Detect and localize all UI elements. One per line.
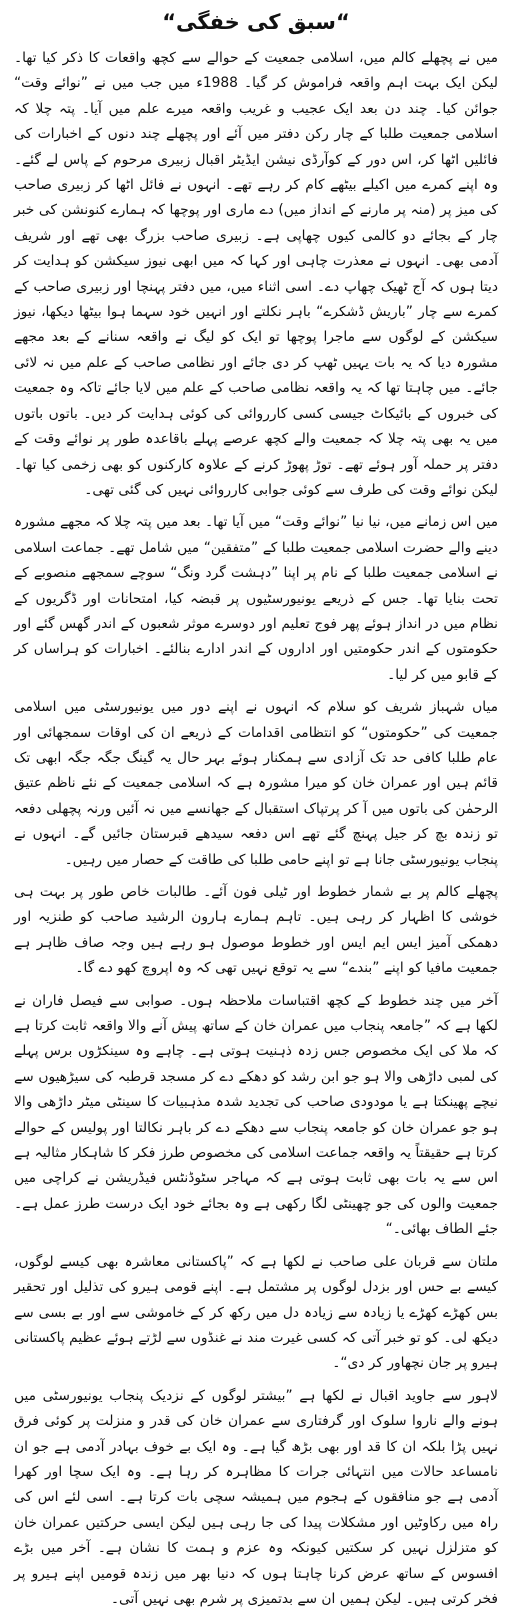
- paragraph-1: میں نے پچھلے کالم میں، اسلامی جمعیت کے حوالے سے کچھ واقعات کا ذکر کیا تھا۔ لیکن ایک بہت اہم واقعہ فراموش کر گیا۔ 1988ء میں جب میں نے ”نوائے وقت“ جوائن کیا۔ چند دن بعد ایک عجیب و غریب واقعہ میرے علم میں آیا۔ پتہ چلا کہ اسلامی جمعیت طلبا کے چار رکن دفتر میں آئے اور پچھلے چند دنوں کے اخبارات کی فائلیں اٹھا کر، اس دور کے کوآرڈی نیشن ایڈیٹر اقبال زبیری مرحوم کے پاس لے گئے۔ وہ اپنے کمرے میں اکیلے بیٹھے کام کر رہے تھے۔ انہوں نے فائل اٹھا کر زبیری صاحب کی میز پر (منہ پر مارنے کے انداز میں) دے ماری اور پوچھا کہ ہمارے کنونشن کی خبر چار کے بجائے دو کالمی کیوں چھاپی ہے۔ زبیری صاحب بزرگ بھی تھے اور شریف آدمی بھی۔ انہوں نے معذرت چاہی اور کہا کہ میں ابھی نیوز سیکشن کو ہدایت کر دیتا ہوں کہ آج ٹھیک چھاپ دے۔ اسی اثناء میں، میں دفتر پہنچا اور زبیری صاحب کے کمرے سے چار ”باریش ڈشکرے“ باہر نکلتے اور انہیں خود سہما ہوا بیٹھا دیکھا، نیوز سیکشن کے لوگوں سے ماجرا پوچھا تو ایک کو لیگ نے واقعہ سنانے کے بعد مجھے مشورہ دیا کہ یہ بات یہیں ٹھپ کر دی جائے اور نظامی صاحب کے علم میں نہ لائی جائے۔ میں چاہتا تھا کہ یہ واقعہ نظامی صاحب کے علم میں لایا جائے تاکہ وہ جمعیت کی خبروں کے بائیکاٹ جیسی کسی کارروائی کی کوئی ہدایت کر دیں۔ باتوں باتوں میں یہ بھی پتہ چلا کہ جمعیت والے کچھ عرصے پہلے باقاعدہ طور پر نوائے وقت کے دفتر پر حملہ آور ہوئے تھے۔ توڑ پھوڑ کرنے کے علاوہ کارکنوں کو بھی زخمی کیا تھا۔ لیکن نوائے وقت کی طرف سے کوئی جوابی کارروائی نہیں کی گئی تھی۔: [14, 50, 498, 498]
- paragraph-4: پچھلے کالم پر بے شمار خطوط اور ٹیلی فون آئے۔ طالبات خاص طور پر بہت ہی خوشی کا اظہار کر رہی ہیں۔ تاہم ہمارے ہارون الرشید صاحب کو طنزیہ اور دھمکی آمیز ایس ایم ایس اور خطوط موصول ہو رہے ہیں وجہ صاف ظاہر ہے جمعیت مافیا کو اپنے ”بندے“ سے یہ توقع نہیں تھی کہ وہ اپروچ کھو دے گا۔: [14, 884, 498, 977]
- column-title: “سبق کی خفگی“: [162, 10, 350, 34]
- paragraph-7: لاہور سے جاوید اقبال نے لکھا ہے ”بیشتر لوگوں کے نزدیک پنجاب یونیورسٹی میں ہونے والے ناروا سلوک اور گرفتاری سے عمران خان کی قدر و منزلت پر کوئی فرق نہیں پڑا بلکہ ان کا قد اور بھی بڑھ گیا ہے۔ وہ ایک بے خوف بہادر آدمی ہے جو ان نامساعد حالات میں انتہائی جرات کا مظاہرہ کر رہا ہے۔ وہ ایک سچا اور کھرا آدمی ہے جو منافقوں کے ہجوم میں ہمیشہ سچی بات کرتا ہے۔ اسی لئے اس کی راہ میں رکاوٹیں اور مشکلات پیدا کی جا رہی ہیں لیکن ایسی حرکتیں عمران خان کو متزلزل نہیں کر سکتیں کیونکہ وہ عزم و ہمت کا نشان ہے۔ آخر میں بڑے افسوس کے ساتھ عرض کرنا چاہتا ہوں کہ دنیا بھر میں زندہ قومیں اپنے ہیرو پر فخر کرتی ہیں۔ لیکن ہمیں ان سے بدتمیزی پر شرم بھی نہیں آتی۔: [14, 1387, 498, 1607]
- paragraph-5: آخر میں چند خطوط کے کچھ اقتباسات ملاحظہ ہوں۔ صوابی سے فیصل فاران نے لکھا ہے کہ ”جامعہ پنجاب میں عمران خان کے ساتھ پیش آنے والا واقعہ ثابت کرتا ہے کہ ملا کی ایک مخصوص جس زدہ ذہنیت ہوتی ہے۔ چاہے وہ سینکڑوں برس پہلے کی لمبی داڑھی والا ہو جو ابن رشد کو دھکے دے کر مسجد قرطبہ کی سیڑھیوں سے نیچے پھینکتا ہے یا مودودی صاحب کی تجدید شدہ مذہبیات کا سینٹی میٹر داڑھی والا ہو جو عمران خان کو جامعہ پنجاب سے دھکے دے کر باہر نکالتا اور پولیس کے حوالے کرتا ہے حقیقتاً یہ واقعہ جماعت اسلامی کی مخصوص طرز فکر کا شاہکار مثالیہ ہے اس سے یہ بات بھی ثابت ہوتی ہے کہ مہاجر سٹوڈنٹس فیڈریشن نے کراچی میں جمعیت والوں کی جو چھینٹی لگا رکھی ہے وہ بجائے خود ایک درست طرز عمل ہے۔ جئے الطاف بھائی۔“: [14, 992, 498, 1238]
- paragraph-3: میاں شہباز شریف کو سلام کہ انہوں نے اپنے دور میں یونیورسٹی میں اسلامی جمعیت کی ”حکومتوں“ کو انتظامی اقدامات کے ذریعے ان کی اوقات سمجھائی اور عام طلبا کافی حد تک آزادی سے ہمکنار ہوئے بہر حال یہ گینگ جگہ جگہ ابھی تک قائم ہیں اور عمران خان کو میرا مشورہ ہے کہ اسلامی جمعیت کے نئے ناظم عتیق الرحمٰن کی باتوں میں آ کر پرتپاک استقبال کے جھانسے میں نہ آئیں ورنہ پچھلی دفعہ تو زندہ بچ کر جیل پہنچ گئے تھے اس دفعہ سیدھے قبرستان جائیں گے۔ انہوں نے پنجاب یونیورسٹی جانا ہے تو اپنے حامی طلبا کی طاقت کے حصار میں رہیں۔: [14, 699, 498, 868]
- paragraph-2: میں اس زمانے میں، نیا نیا ”نوائے وقت“ میں آیا تھا۔ بعد میں پتہ چلا کہ مجھے مشورہ دینے والے حضرت اسلامی جمعیت طلبا کے ”متفقین“ میں شامل تھے۔ جماعت اسلامی نے اسلامی جمعیت طلبا کے نام پر اپنا ”دہشت گرد ونگ“ سوچے سمجھے منصوبے کے تحت بنایا تھا۔ جس کے ذریعے یونیورسٹیوں پر قبضہ کیا، امتحانات اور ڈگریوں کے نظام میں در انداز ہوئے پھر فوج تعلیم اور دوسرے موثر شعبوں کے اندر گھس گئے اور حکومتوں کے اندر حکومتیں اور اداروں کے اندر ادارے بنالئے۔ اخبارات کو ہراساں کر کے قابو میں کر لیا۔: [14, 514, 498, 683]
- paragraph-6: ملتان سے قربان علی صاحب نے لکھا ہے کہ ”پاکستانی معاشرہ بھی کیسے لوگوں، کیسے بے حس اور بزدل لوگوں پر مشتمل ہے۔ اپنے قومی ہیرو کی تذلیل اور تحقیر بس کھڑے کھڑے یا زیادہ سے زیادہ دل میں رکھ کر کے خاموشی سے اور بے بسی سے دیکھ لی۔ کو تو خبر آتی کہ کسی غیرت مند نے غنڈوں سے لڑتے ہوئے عظیم پاکستانی ہیرو پر جان نچھاور کر دی“۔: [14, 1253, 498, 1372]
